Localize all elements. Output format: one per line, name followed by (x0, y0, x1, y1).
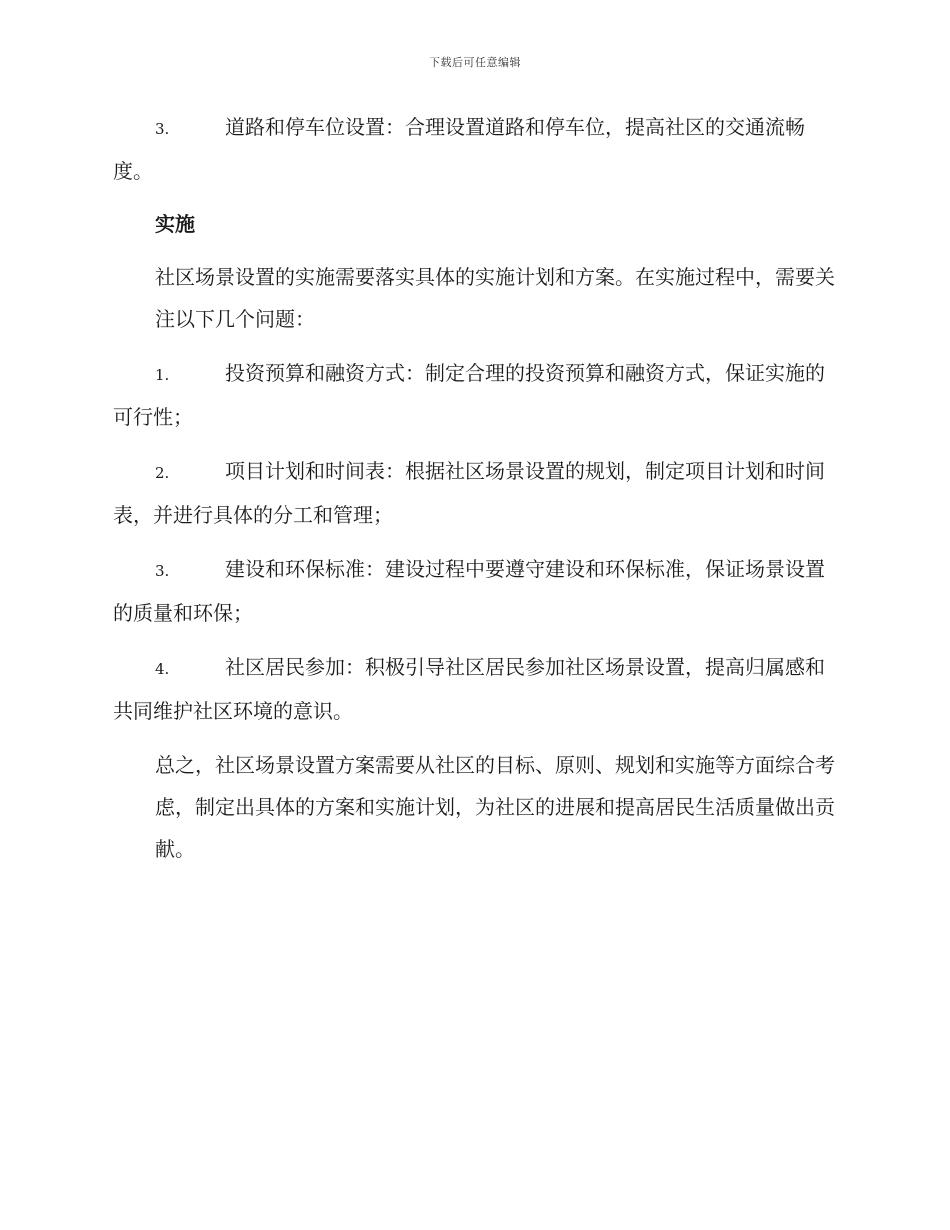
list-number: 3. (155, 120, 170, 138)
list-text: 道路和停车位设置：合理设置道路和停车位，提高社区的交通流畅度。 (113, 115, 805, 183)
list-text: 投资预算和融资方式：制定合理的投资预算和融资方式，保证实施的可行性； (113, 361, 825, 429)
list-item (113, 450, 835, 536)
list-number: 4. (155, 660, 170, 678)
list-number: 3. (155, 562, 170, 580)
section-heading: 实施 (155, 212, 195, 236)
list-text: 项目计划和时间表：根据社区场景设置的规划，制定项目计划和时间表，并进行具体的分工和管理； (113, 459, 825, 527)
list-item (113, 646, 835, 732)
list-number: 2. (155, 464, 170, 482)
conclusion-paragraph: 总之，社区场景设置方案需要从社区的目标、原则、规划和实施等方面综合考虑，制定出具体的方案和实施计划，为社区的进展和提高居民生活质量做出贡献。 (155, 753, 835, 861)
list-item (113, 352, 835, 438)
list-text: 社区居民参加：积极引导社区居民参加社区场景设置，提高归属感和共同维护社区环境的意识。 (113, 655, 825, 723)
document-body (113, 106, 835, 882)
list-number: 1. (155, 366, 170, 384)
page-header: 下载后可任意编辑 (429, 56, 521, 69)
list-item (113, 106, 835, 192)
list-text: 建设和环保标准：建设过程中要遵守建设和环保标准，保证场景设置的质量和环保； (113, 557, 825, 625)
list-item (113, 548, 835, 634)
section-intro: 社区场景设置的实施需要落实具体的实施计划和方案。在实施过程中，需要关注以下几个问题： (155, 265, 835, 331)
